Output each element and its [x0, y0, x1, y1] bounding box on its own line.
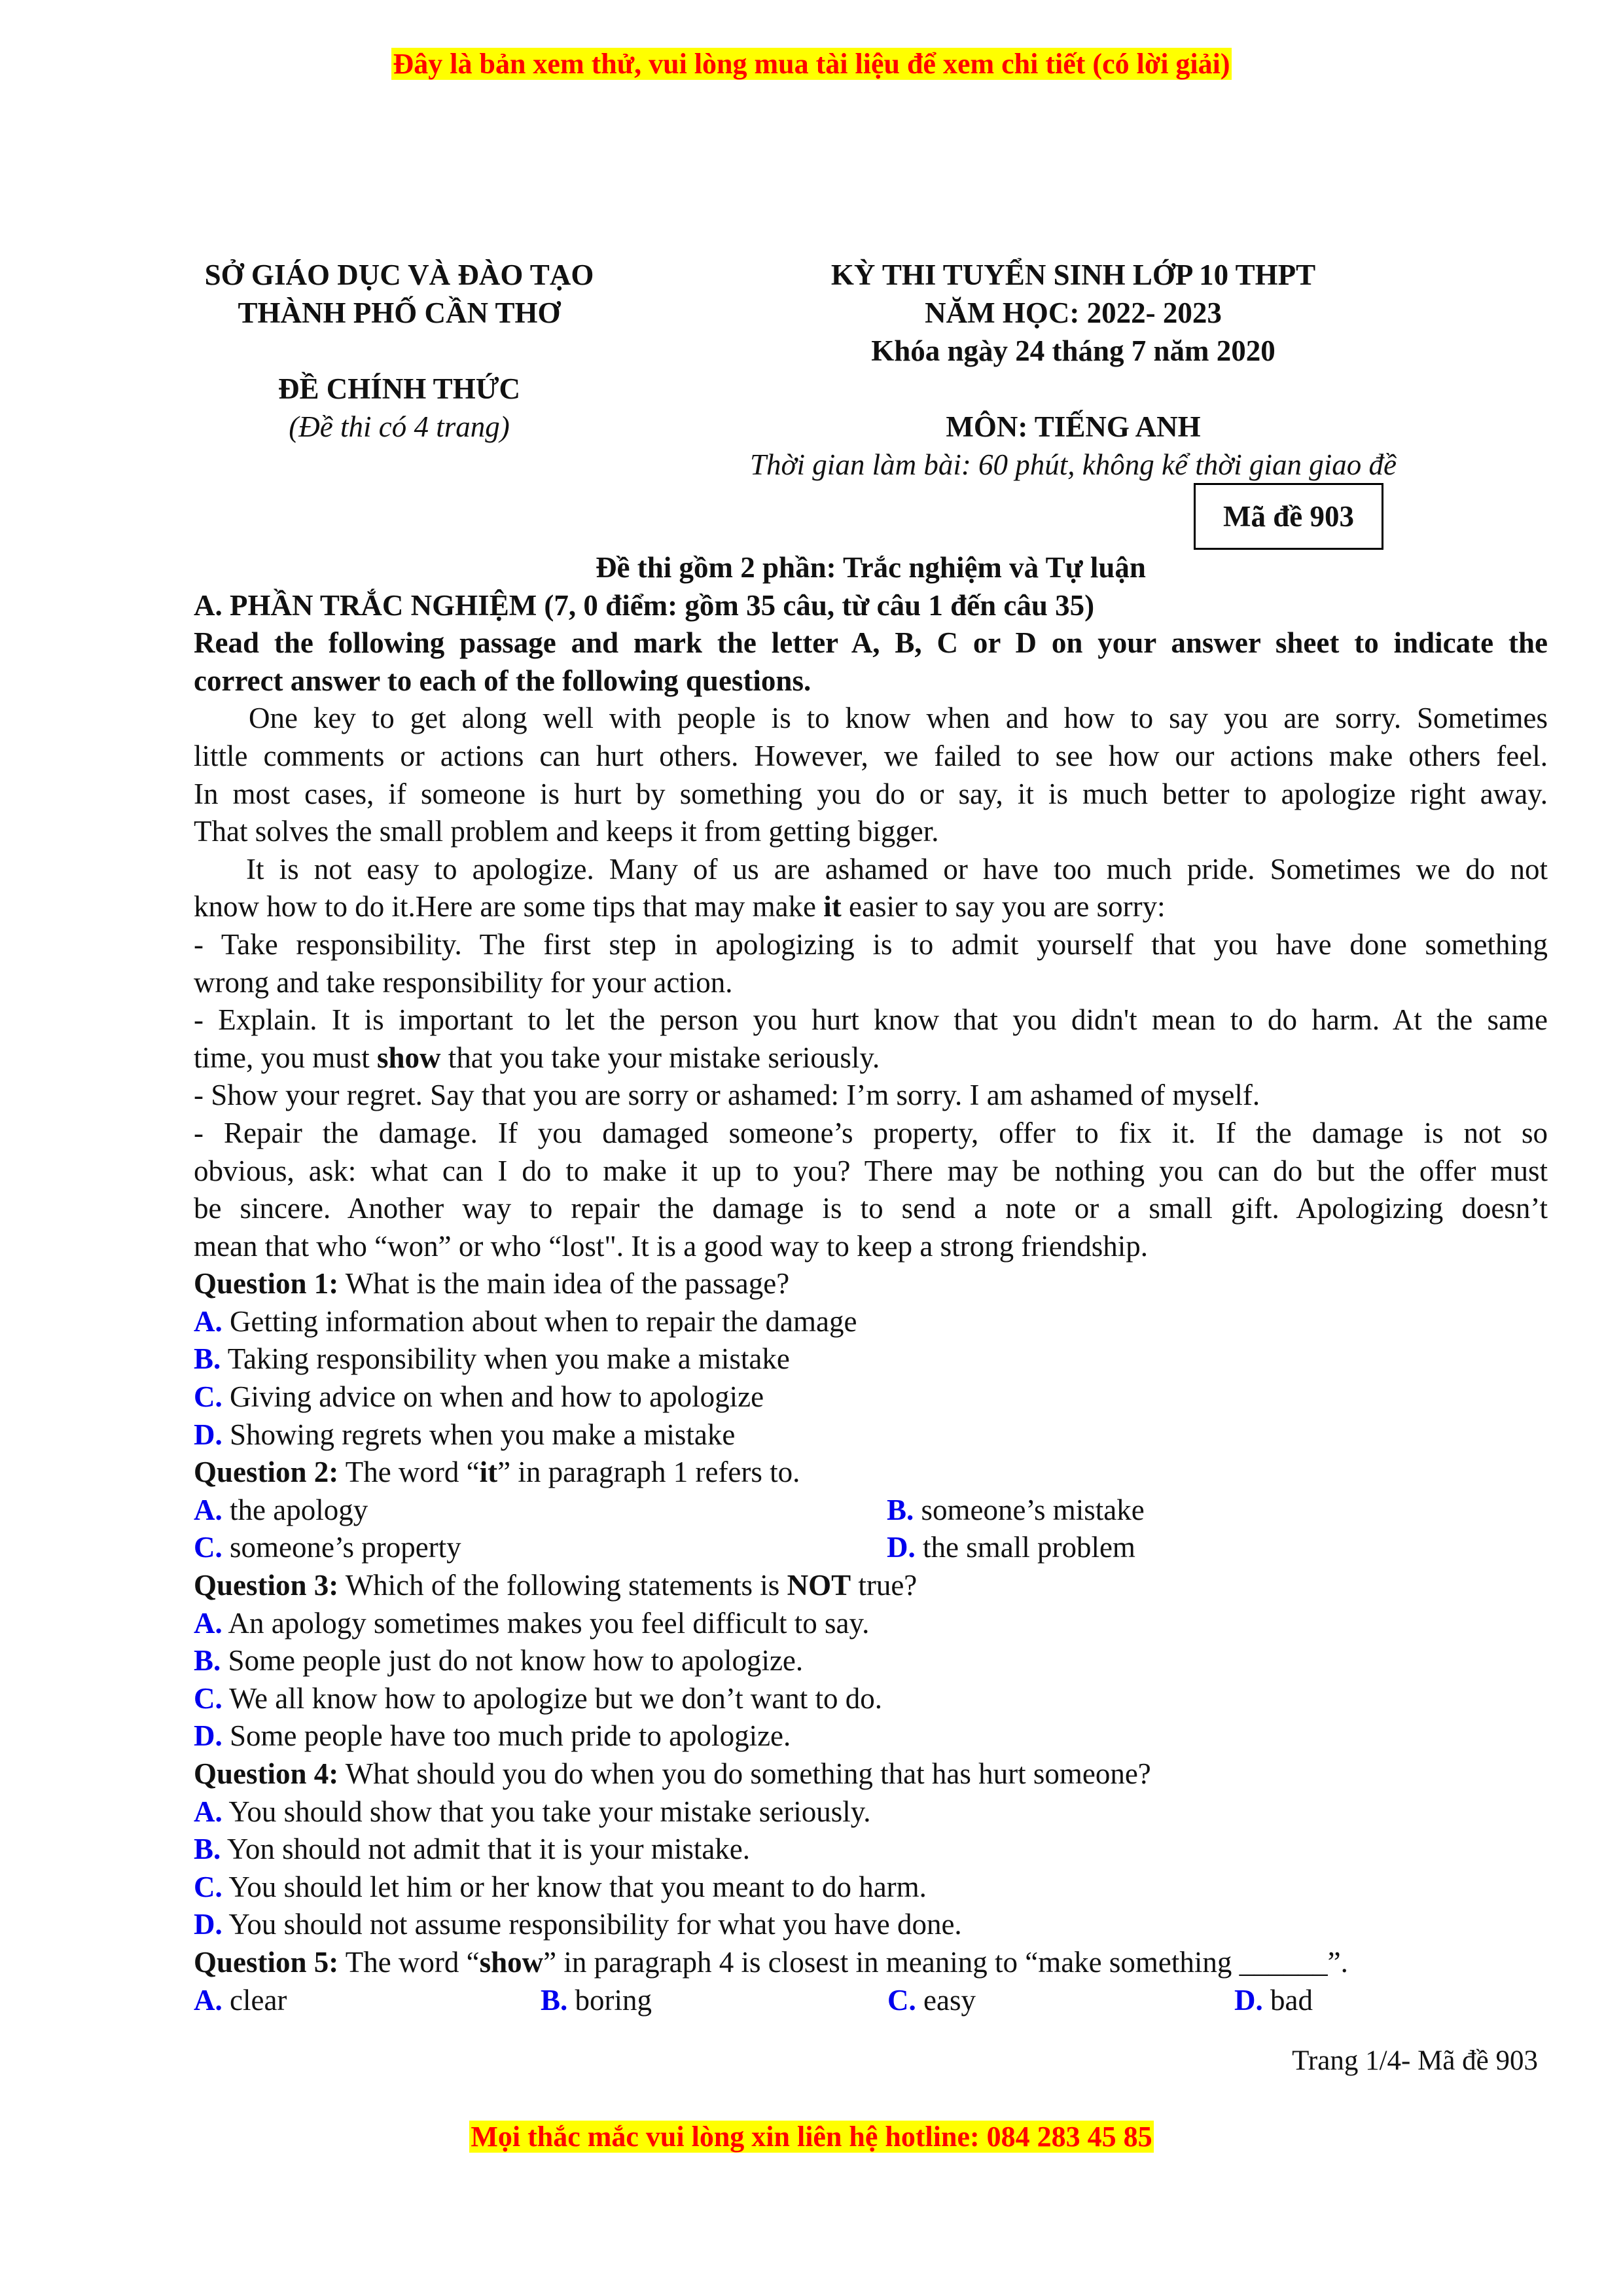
instruction-line-2: correct answer to each of the following questions.	[194, 664, 812, 697]
issuer-block	[151, 256, 648, 446]
exam-name: KỲ THI TUYỂN SINH LỚP 10 THPT	[830, 259, 1316, 291]
answer-option-d[interactable]: D. the small problem	[887, 1531, 1135, 1564]
answer-option-b[interactable]: B. Some people just do not know how to apologize.	[194, 1644, 804, 1677]
passage-line: time, you must show that you take your mistake seriously.	[194, 1041, 880, 1074]
question-stem: Question 1: What is the main idea of the passage?	[194, 1267, 790, 1300]
preview-notice-text: Đây là bản xem thử, vui lòng mua tài liệu để xem chi tiết (có lời giải)	[393, 48, 1230, 80]
answer-option-c[interactable]: C. You should let him or her know that you meant to do harm.	[194, 1870, 927, 1903]
exam-structure-note: Đề thi gồm 2 phần: Trắc nghiệm và Tự luận	[596, 551, 1146, 584]
answer-option-c[interactable]: C. someone’s property	[194, 1531, 461, 1564]
answer-option-a[interactable]: A. You should show that you take your mistake seriously.	[194, 1795, 871, 1828]
passage-line: be sincere. Another way to repair the damage is to send a note or a small gift. Apologizing doesn’t	[194, 1192, 1548, 1225]
question-stem: Question 2: The word “it” in paragraph 1 refers to.	[194, 1456, 800, 1489]
reading-passage	[194, 700, 1548, 1265]
keyword-it: it	[823, 890, 842, 924]
question-4	[194, 1755, 1548, 1944]
answer-option-d[interactable]: D. You should not assume responsibility for what you have done.	[194, 1908, 962, 1941]
answer-option-d[interactable]: D. Some people have too much pride to apologize.	[194, 1719, 791, 1753]
passage-line: - Take responsibility. The first step in apologizing is to admit yourself that you have done something	[194, 927, 1548, 961]
answer-option-d[interactable]: D. Showing regrets when you make a mistake	[194, 1418, 736, 1451]
passage-line: - Repair the damage. If you damaged someone’s property, offer to fix it. If the damage is not so	[194, 1116, 1548, 1149]
exam-body	[194, 549, 1548, 2019]
official-exam-label: ĐỀ CHÍNH THỨC	[277, 372, 521, 405]
answer-option-b[interactable]: B. Taking responsibility when you make a mistake	[194, 1342, 790, 1376]
school-year: NĂM HỌC: 2022- 2023	[925, 296, 1222, 329]
answer-option-b[interactable]: B. boring	[541, 1983, 652, 2017]
answer-option-d[interactable]: D. bad	[1234, 1983, 1313, 2017]
answer-option-c[interactable]: C. Giving advice on when and how to apologize	[194, 1380, 764, 1414]
hotline-text: Mọi thắc mắc vui lòng xin liên hệ hotline: 084 283 45 85	[471, 2121, 1152, 2153]
passage-line: know how to do it.Here are some tips that may make it easier to say you are sorry:	[194, 890, 1166, 924]
department-name: SỞ GIÁO DỤC VÀ ĐÀO TẠO	[204, 259, 594, 291]
passage-line: - Show your regret. Say that you are sorry or ashamed: I’m sorry. I am ashamed of myself.	[194, 1079, 1260, 1112]
question-stem: Question 3: Which of the following statements is NOT true?	[194, 1569, 918, 1602]
passage-line: In most cases, if someone is hurt by something you do or say, it is much better to apologize right away.	[194, 777, 1548, 810]
question-stem: Question 5: The word “show” in paragraph 4 is closest in meaning to “make something ______”.	[194, 1945, 1348, 1979]
question-stem: Question 4: What should you do when you do something that has hurt someone?	[194, 1757, 1151, 1790]
question-1	[194, 1265, 1548, 1454]
time-allowed: Thời gian làm bài: 60 phút, không kể thời gian giao đề	[750, 448, 1397, 481]
passage-line: wrong and take responsibility for your action.	[194, 965, 733, 999]
question-2	[194, 1454, 1548, 1567]
answer-option-b[interactable]: B. Yon should not admit that it is your mistake.	[194, 1833, 751, 1866]
exam-code-box	[1194, 483, 1383, 550]
question-5	[194, 1944, 1548, 2019]
keyword-show: show	[377, 1041, 441, 1074]
section-a-title: A. PHẦN TRẮC NGHIỆM (7, 0 điểm: gồm 35 câu, từ câu 1 đến câu 35)	[194, 588, 1095, 622]
passage-line: - Explain. It is important to let the person you hurt know that you didn't mean to do harm. At the same	[194, 1003, 1548, 1037]
passage-line: mean that who “won” or who “lost". It is a good way to keep a strong friendship.	[194, 1229, 1149, 1263]
answer-option-a[interactable]: A. the apology	[194, 1493, 368, 1526]
passage-line: It is not easy to apologize. Many of us are ashamed or have too much pride. Sometimes we do not	[246, 852, 1548, 886]
answer-option-b[interactable]: B. someone’s mistake	[887, 1493, 1145, 1526]
passage-line: One key to get along well with people is to know when and how to say you are sorry. Sometimes	[249, 702, 1548, 735]
answer-option-a[interactable]: A. clear	[194, 1983, 287, 2017]
preview-notice-banner	[0, 46, 1623, 82]
answer-option-c[interactable]: C. easy	[887, 1983, 976, 2017]
passage-line: That solves the small problem and keeps it from getting bigger.	[194, 815, 939, 848]
exam-date: Khóa ngày 24 tháng 7 năm 2020	[871, 334, 1275, 367]
city-name: THÀNH PHỐ CẦN THƠ	[238, 296, 561, 329]
exam-code: Mã đề 903	[1223, 500, 1354, 533]
question-3	[194, 1567, 1548, 1755]
passage-line: little comments or actions can hurt others. However, we failed to see how our actions make others feel.	[194, 739, 1548, 772]
answer-option-a[interactable]: A. An apology sometimes makes you feel difficult to say.	[194, 1606, 870, 1640]
passage-line: obvious, ask: what can I do to make it up to you? There may be nothing you can do but the offer must	[194, 1154, 1548, 1187]
page-footer: Trang 1/4- Mã đề 903	[1292, 2045, 1538, 2076]
instruction-line-1: Read the following passage and mark the letter A, B, C or D on your answer sheet to indicate the	[194, 626, 1548, 660]
hotline-banner	[0, 2119, 1623, 2155]
answer-option-a[interactable]: A. Getting information about when to repair the damage	[194, 1304, 857, 1338]
subject-title: MÔN: TIẾNG ANH	[946, 410, 1201, 443]
exam-info-block	[654, 256, 1492, 484]
answer-option-c[interactable]: C. We all know how to apologize but we don’t want to do.	[194, 1681, 883, 1715]
page-count-note: (Đề thi có 4 trang)	[289, 410, 510, 443]
